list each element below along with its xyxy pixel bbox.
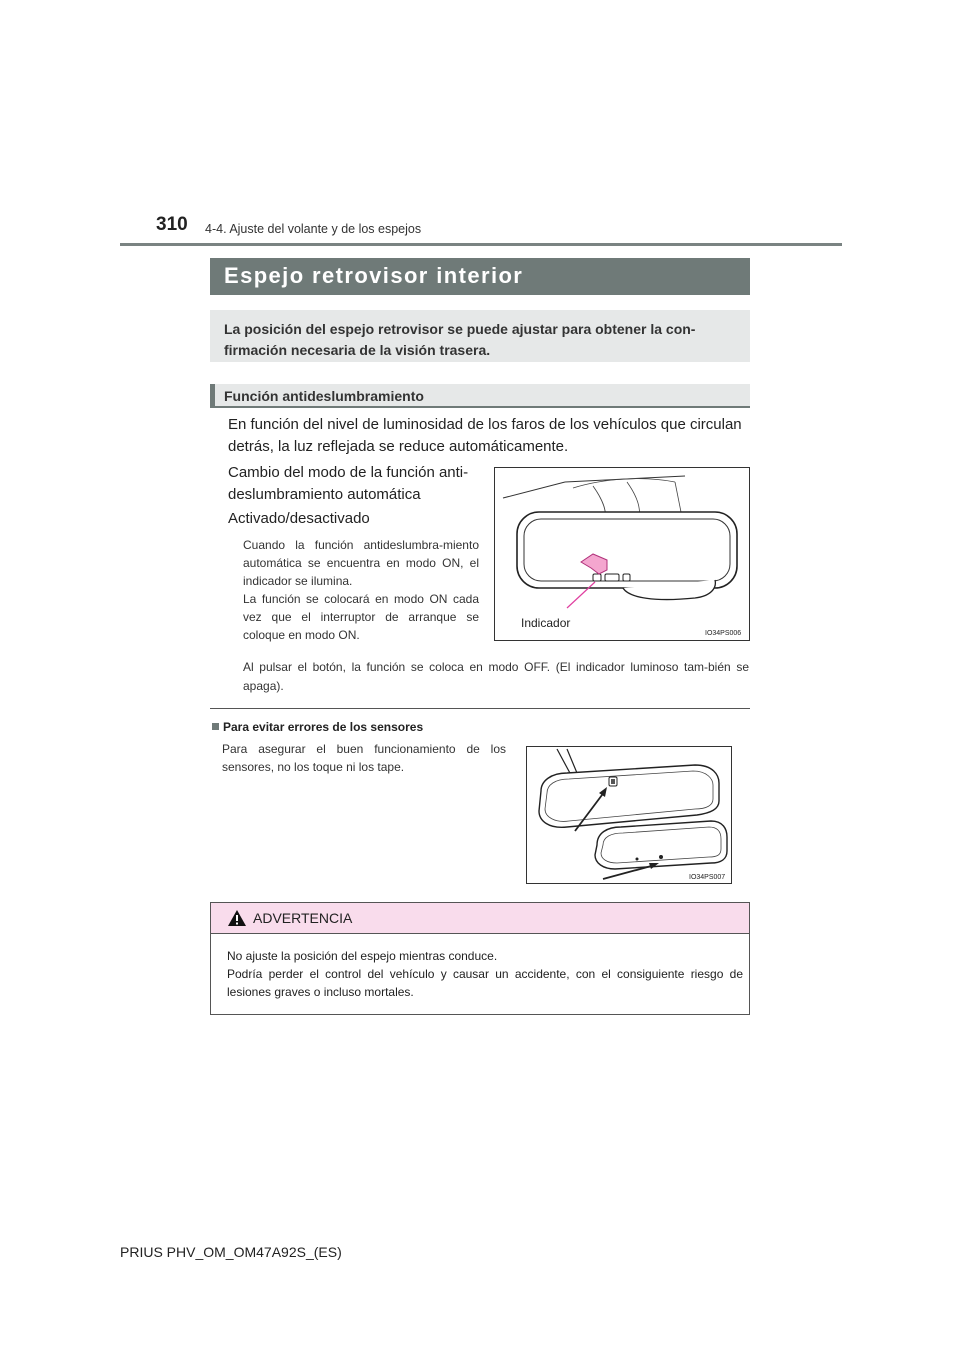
sensor-drawing (527, 747, 731, 883)
state-desc-on: Cuando la función antideslumbra-miento automática se encuentra en modo ON, el indicador se ilumina. (243, 538, 479, 588)
square-bullet-icon (212, 723, 219, 730)
state-desc-start: La función se colocará en modo ON cada vez que el interruptor de arranque se coloque en modo ON. (243, 592, 479, 642)
warning-line-2: Podría perder el control del vehículo y causar un accidente, con el consiguiente riesgo de lesiones graves o incluso mortales. (227, 967, 743, 999)
note-text: Para asegurar el buen funcionamiento de los sensores, no los toque ni los tape. (222, 742, 506, 774)
sensor-illustration (526, 746, 732, 884)
footer-code: PRIUS PHV_OM_OM47A92S_(ES) (120, 1244, 342, 1260)
warning-line-1: No ajuste la posición del espejo mientras conduce. (227, 949, 498, 963)
warning-header (211, 903, 749, 934)
note-heading-text: Para evitar errores de los sensores (223, 720, 424, 734)
section-divider (210, 708, 750, 709)
section-heading: Función antideslumbramiento (224, 388, 424, 404)
mirror-drawing (495, 468, 749, 640)
state-label: Activado/desactivado (228, 510, 370, 527)
intro-box (210, 310, 750, 362)
intro-text: La posición del espejo retrovisor se puede ajustar para obtener la con-firmación necesaria de la visión trasera. (224, 321, 696, 358)
figure-code: IO34PS006 (705, 630, 742, 637)
note-heading (212, 720, 423, 734)
off-description: Al pulsar el botón, la función se coloca en modo OFF. (El indicador luminoso tam-bién se apaga). (243, 660, 749, 693)
warning-title: ADVERTENCIA (253, 910, 353, 926)
page-title: Espejo retrovisor interior (224, 263, 524, 288)
section-body: En función del nivel de luminosidad de los faros de los vehículos que circulan detrás, la luz reflejada se reduce automáticamente. (228, 416, 742, 455)
section-heading-box (210, 384, 750, 408)
indicator-label: Indicador (521, 616, 571, 630)
warning-triangle-icon (227, 909, 247, 927)
mirror-illustration (494, 467, 750, 641)
warning-box (210, 902, 750, 1015)
warning-text (227, 947, 743, 1001)
page-number: 310 (156, 214, 188, 235)
mode-label: Cambio del modo de la función anti-deslumbramiento automática (228, 464, 469, 503)
heading-accent (210, 384, 215, 408)
state-description (243, 536, 479, 644)
section-path: 4-4. Ajuste del volante y de los espejos (205, 222, 422, 236)
header-rule (120, 243, 842, 246)
figure-code: IO34PS007 (689, 874, 726, 881)
title-bar (210, 258, 750, 295)
